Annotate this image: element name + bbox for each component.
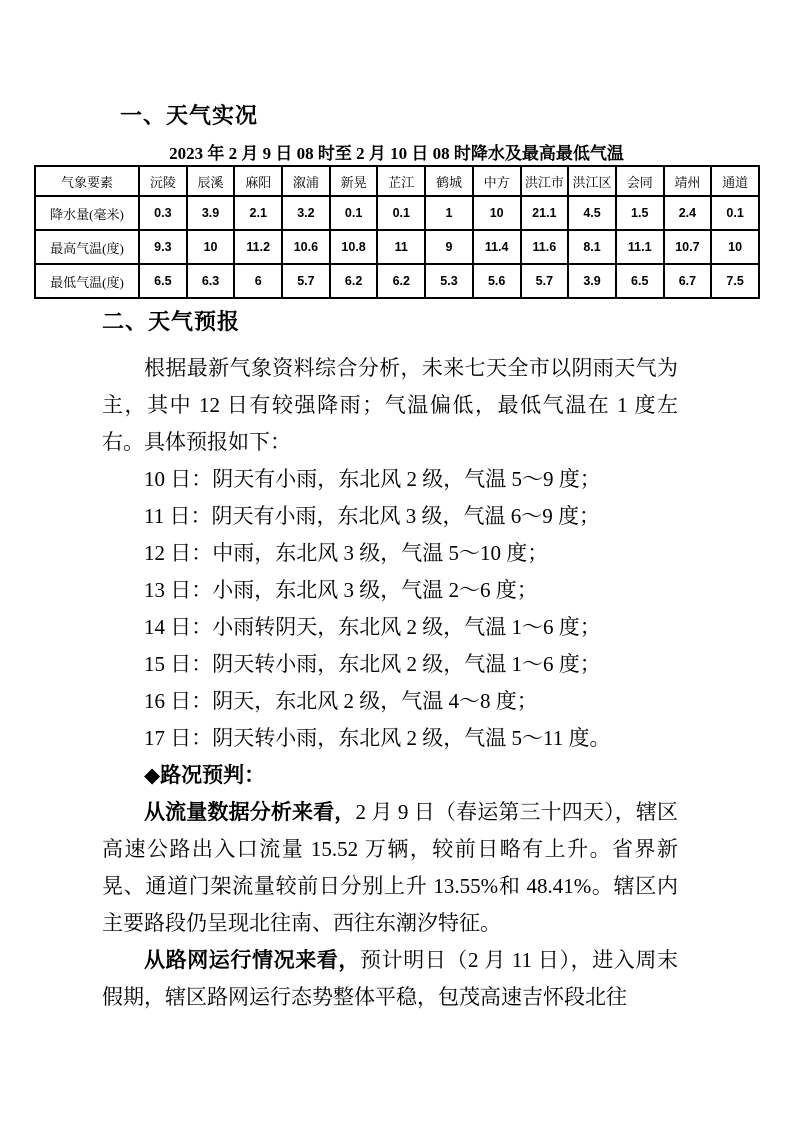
table-col-header: 麻阳 [234, 166, 282, 196]
table-cell: 10 [711, 230, 759, 264]
section-heading-weather-actual: 一、天气实况 [120, 103, 259, 128]
table-row-label: 降水量(毫米) [35, 196, 139, 230]
table-cell: 5.7 [282, 264, 330, 298]
forecast-day-line-12: 12 日：中雨，东北风 3 级，气温 5～10 度； [144, 541, 549, 565]
table-cell: 5.6 [473, 264, 521, 298]
table-cell: 6 [234, 264, 282, 298]
road-network-lead: 从路网运行情况来看， [144, 949, 361, 972]
table-row-precipitation [35, 196, 759, 230]
forecast-day-line-16: 16 日：阴天，东北风 2 级，气温 4～8 度； [144, 689, 538, 713]
table-cell: 10.7 [664, 230, 712, 264]
table-cell: 11 [377, 230, 425, 264]
section-heading-forecast: 二、天气预报 [102, 309, 241, 334]
weather-table [34, 165, 760, 299]
table-cell: 6.2 [377, 264, 425, 298]
table-cell: 11.2 [234, 230, 282, 264]
weather-table-title: 2023 年 2 月 9 日 08 时至 2 月 10 日 08 时降水及最高最低气温 [169, 144, 624, 163]
document-body [102, 302, 678, 1016]
table-col-header: 芷江 [377, 166, 425, 196]
table-cell: 10 [473, 196, 521, 230]
traffic-flow-text: 2 月 9 日（春运第三十四天），辖区高速公路出入口流量 15.52 万辆，较前日略有上升。省界新晃、通道门架流量较前日分别上升 13.55%和 48.41%。辖区内主要路段仍呈现北往南、西往东潮汐特征。 [102, 800, 679, 935]
table-col-header: 会同 [616, 166, 664, 196]
table-cell: 10.8 [330, 230, 378, 264]
table-row-label: 最高气温(度) [35, 230, 139, 264]
road-network-paragraph [102, 942, 678, 1016]
table-cell: 10.6 [282, 230, 330, 264]
table-cell: 9 [425, 230, 473, 264]
traffic-flow-lead: 从流量数据分析来看， [144, 801, 356, 824]
table-col-header: 新晃 [330, 166, 378, 196]
forecast-day-line-14: 14 日：小雨转阴天，东北风 2 级，气温 1～6 度； [144, 615, 601, 639]
table-row-min-temp [35, 264, 759, 298]
table-cell: 5.3 [425, 264, 473, 298]
table-cell: 0.1 [711, 196, 759, 230]
road-network-text: 预计明日（2 月 11 日），进入周末假期，辖区路网运行态势整体平稳，包茂高速吉怀段北往 [102, 948, 678, 1009]
forecast-intro-paragraph: 根据最新气象资料综合分析，未来七天全市以阴雨天气为主，其中 12 日有较强降雨；气温偏低，最低气温在 1 度左右。具体预报如下： [102, 356, 678, 454]
table-col-header: 溆浦 [282, 166, 330, 196]
table-cell: 21.1 [521, 196, 569, 230]
table-cell: 2.4 [664, 196, 712, 230]
table-cell: 0.1 [330, 196, 378, 230]
table-cell: 1 [425, 196, 473, 230]
table-col-header: 洪江市 [521, 166, 569, 196]
table-col-header: 气象要素 [35, 166, 139, 196]
table-col-header: 沅陵 [139, 166, 187, 196]
table-cell: 6.2 [330, 264, 378, 298]
forecast-day-line-10: 10 日：阴天有小雨，东北风 2 级，气温 5～9 度； [144, 467, 601, 491]
forecast-day-line-13: 13 日：小雨，东北风 3 级，气温 2～6 度； [144, 578, 538, 602]
table-cell: 6.5 [616, 264, 664, 298]
table-row-label: 最低气温(度) [35, 264, 139, 298]
table-col-header: 中方 [473, 166, 521, 196]
table-cell: 6.5 [139, 264, 187, 298]
table-cell: 6.3 [187, 264, 235, 298]
table-row-max-temp [35, 230, 759, 264]
table-cell: 7.5 [711, 264, 759, 298]
table-cell: 11.6 [521, 230, 569, 264]
table-cell: 11.1 [616, 230, 664, 264]
forecast-day-line-11: 11 日：阴天有小雨，东北风 3 级，气温 6～9 度； [144, 504, 600, 528]
table-col-header: 靖州 [664, 166, 712, 196]
table-cell: 3.2 [282, 196, 330, 230]
table-cell: 5.7 [521, 264, 569, 298]
table-cell: 3.9 [187, 196, 235, 230]
table-cell: 0.3 [139, 196, 187, 230]
table-col-header: 通道 [711, 166, 759, 196]
table-cell: 6.7 [664, 264, 712, 298]
forecast-day-line-15: 15 日：阴天转小雨，东北风 2 级，气温 1～6 度； [144, 652, 601, 676]
table-col-header: 辰溪 [187, 166, 235, 196]
table-cell: 2.1 [234, 196, 282, 230]
table-cell: 8.1 [568, 230, 616, 264]
table-col-header: 洪江区 [568, 166, 616, 196]
table-col-header: 鹤城 [425, 166, 473, 196]
table-cell: 10 [187, 230, 235, 264]
table-header-row [35, 166, 759, 196]
road-condition-heading: ◆路况预判： [144, 764, 266, 787]
forecast-day-line-17: 17 日：阴天转小雨，东北风 2 级，气温 5～11 度。 [144, 726, 611, 750]
table-cell: 11.4 [473, 230, 521, 264]
table-cell: 9.3 [139, 230, 187, 264]
table-cell: 4.5 [568, 196, 616, 230]
table-cell: 3.9 [568, 264, 616, 298]
table-cell: 1.5 [616, 196, 664, 230]
table-cell: 0.1 [377, 196, 425, 230]
traffic-flow-paragraph [102, 794, 678, 942]
